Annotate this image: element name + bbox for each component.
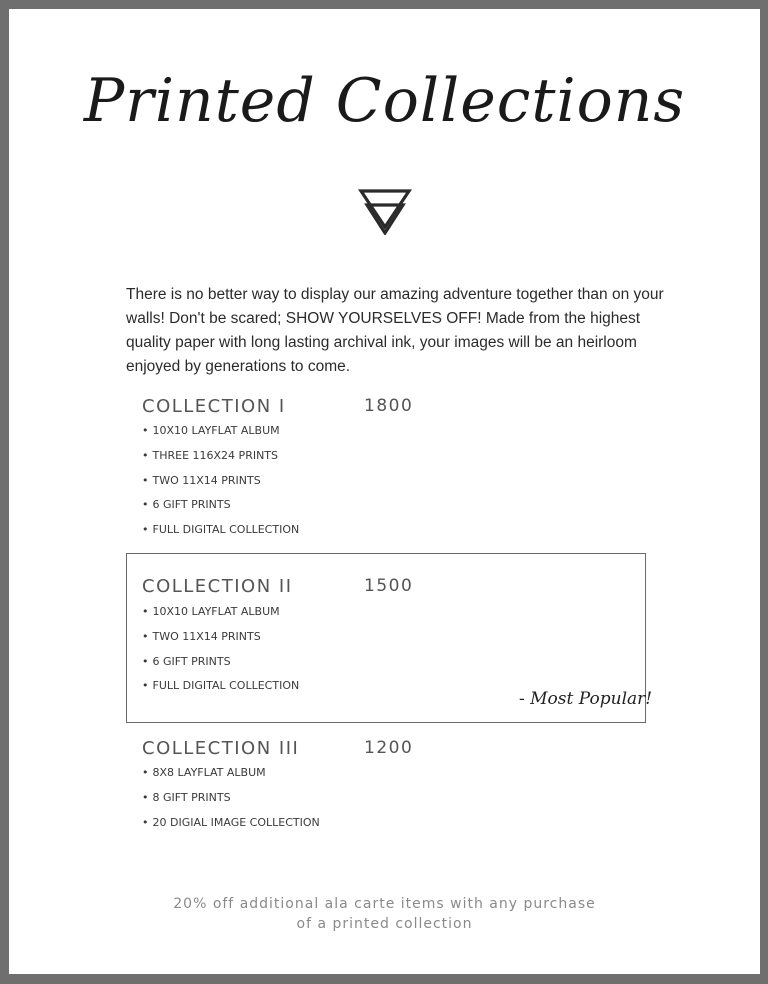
intro-paragraph: There is no better way to display our amazing adventure together than on your walls! Don't be scared; SHOW YOURSELVES OFF! Made from the highest quality paper with long lasting archival ink, your images will be an heirloom enjoyed by generations to come. bbox=[126, 285, 664, 375]
footer-note bbox=[9, 894, 760, 934]
page-title: Printed Collections bbox=[83, 66, 686, 136]
collection-item-list bbox=[142, 605, 299, 704]
list-item: • FULL DIGITAL COLLECTION bbox=[142, 523, 300, 537]
double-triangle-icon bbox=[357, 187, 413, 235]
list-item: • 8 GIFT PRINTS bbox=[142, 790, 231, 804]
collection-name: COLLECTION III bbox=[142, 738, 300, 759]
footer-line-2: of a printed collection bbox=[296, 916, 473, 932]
list-item: • 10X10 LAYFLAT ALBUM bbox=[142, 605, 280, 618]
collection-item-list bbox=[142, 424, 299, 548]
collection-item-list bbox=[142, 766, 320, 840]
list-item: • 6 GIFT PRINTS bbox=[142, 498, 231, 512]
list-item: • 8X8 LAYFLAT ALBUM bbox=[142, 766, 266, 779]
collection-name: COLLECTION II bbox=[142, 576, 293, 597]
list-item: • 20 DIGIAL IMAGE COLLECTION bbox=[142, 815, 320, 829]
collection-name: COLLECTION I bbox=[142, 396, 286, 417]
collection-price: 1200 bbox=[364, 738, 414, 758]
collection-price: 1800 bbox=[364, 396, 414, 416]
collection-price: 1500 bbox=[364, 576, 414, 596]
list-item: • TWO 11X14 PRINTS bbox=[142, 629, 261, 643]
list-item: • 10X10 LAYFLAT ALBUM bbox=[142, 424, 280, 437]
list-item: • THREE 116X24 PRINTS bbox=[142, 448, 279, 462]
most-popular-badge: - Most Popular! bbox=[519, 689, 653, 709]
price-sheet-page bbox=[9, 9, 760, 974]
list-item: • TWO 11X14 PRINTS bbox=[142, 473, 261, 487]
footer-line-1: 20% off additional ala carte items with any purchase bbox=[173, 896, 596, 912]
list-item: • FULL DIGITAL COLLECTION bbox=[142, 679, 300, 693]
list-item: • 6 GIFT PRINTS bbox=[142, 654, 231, 668]
